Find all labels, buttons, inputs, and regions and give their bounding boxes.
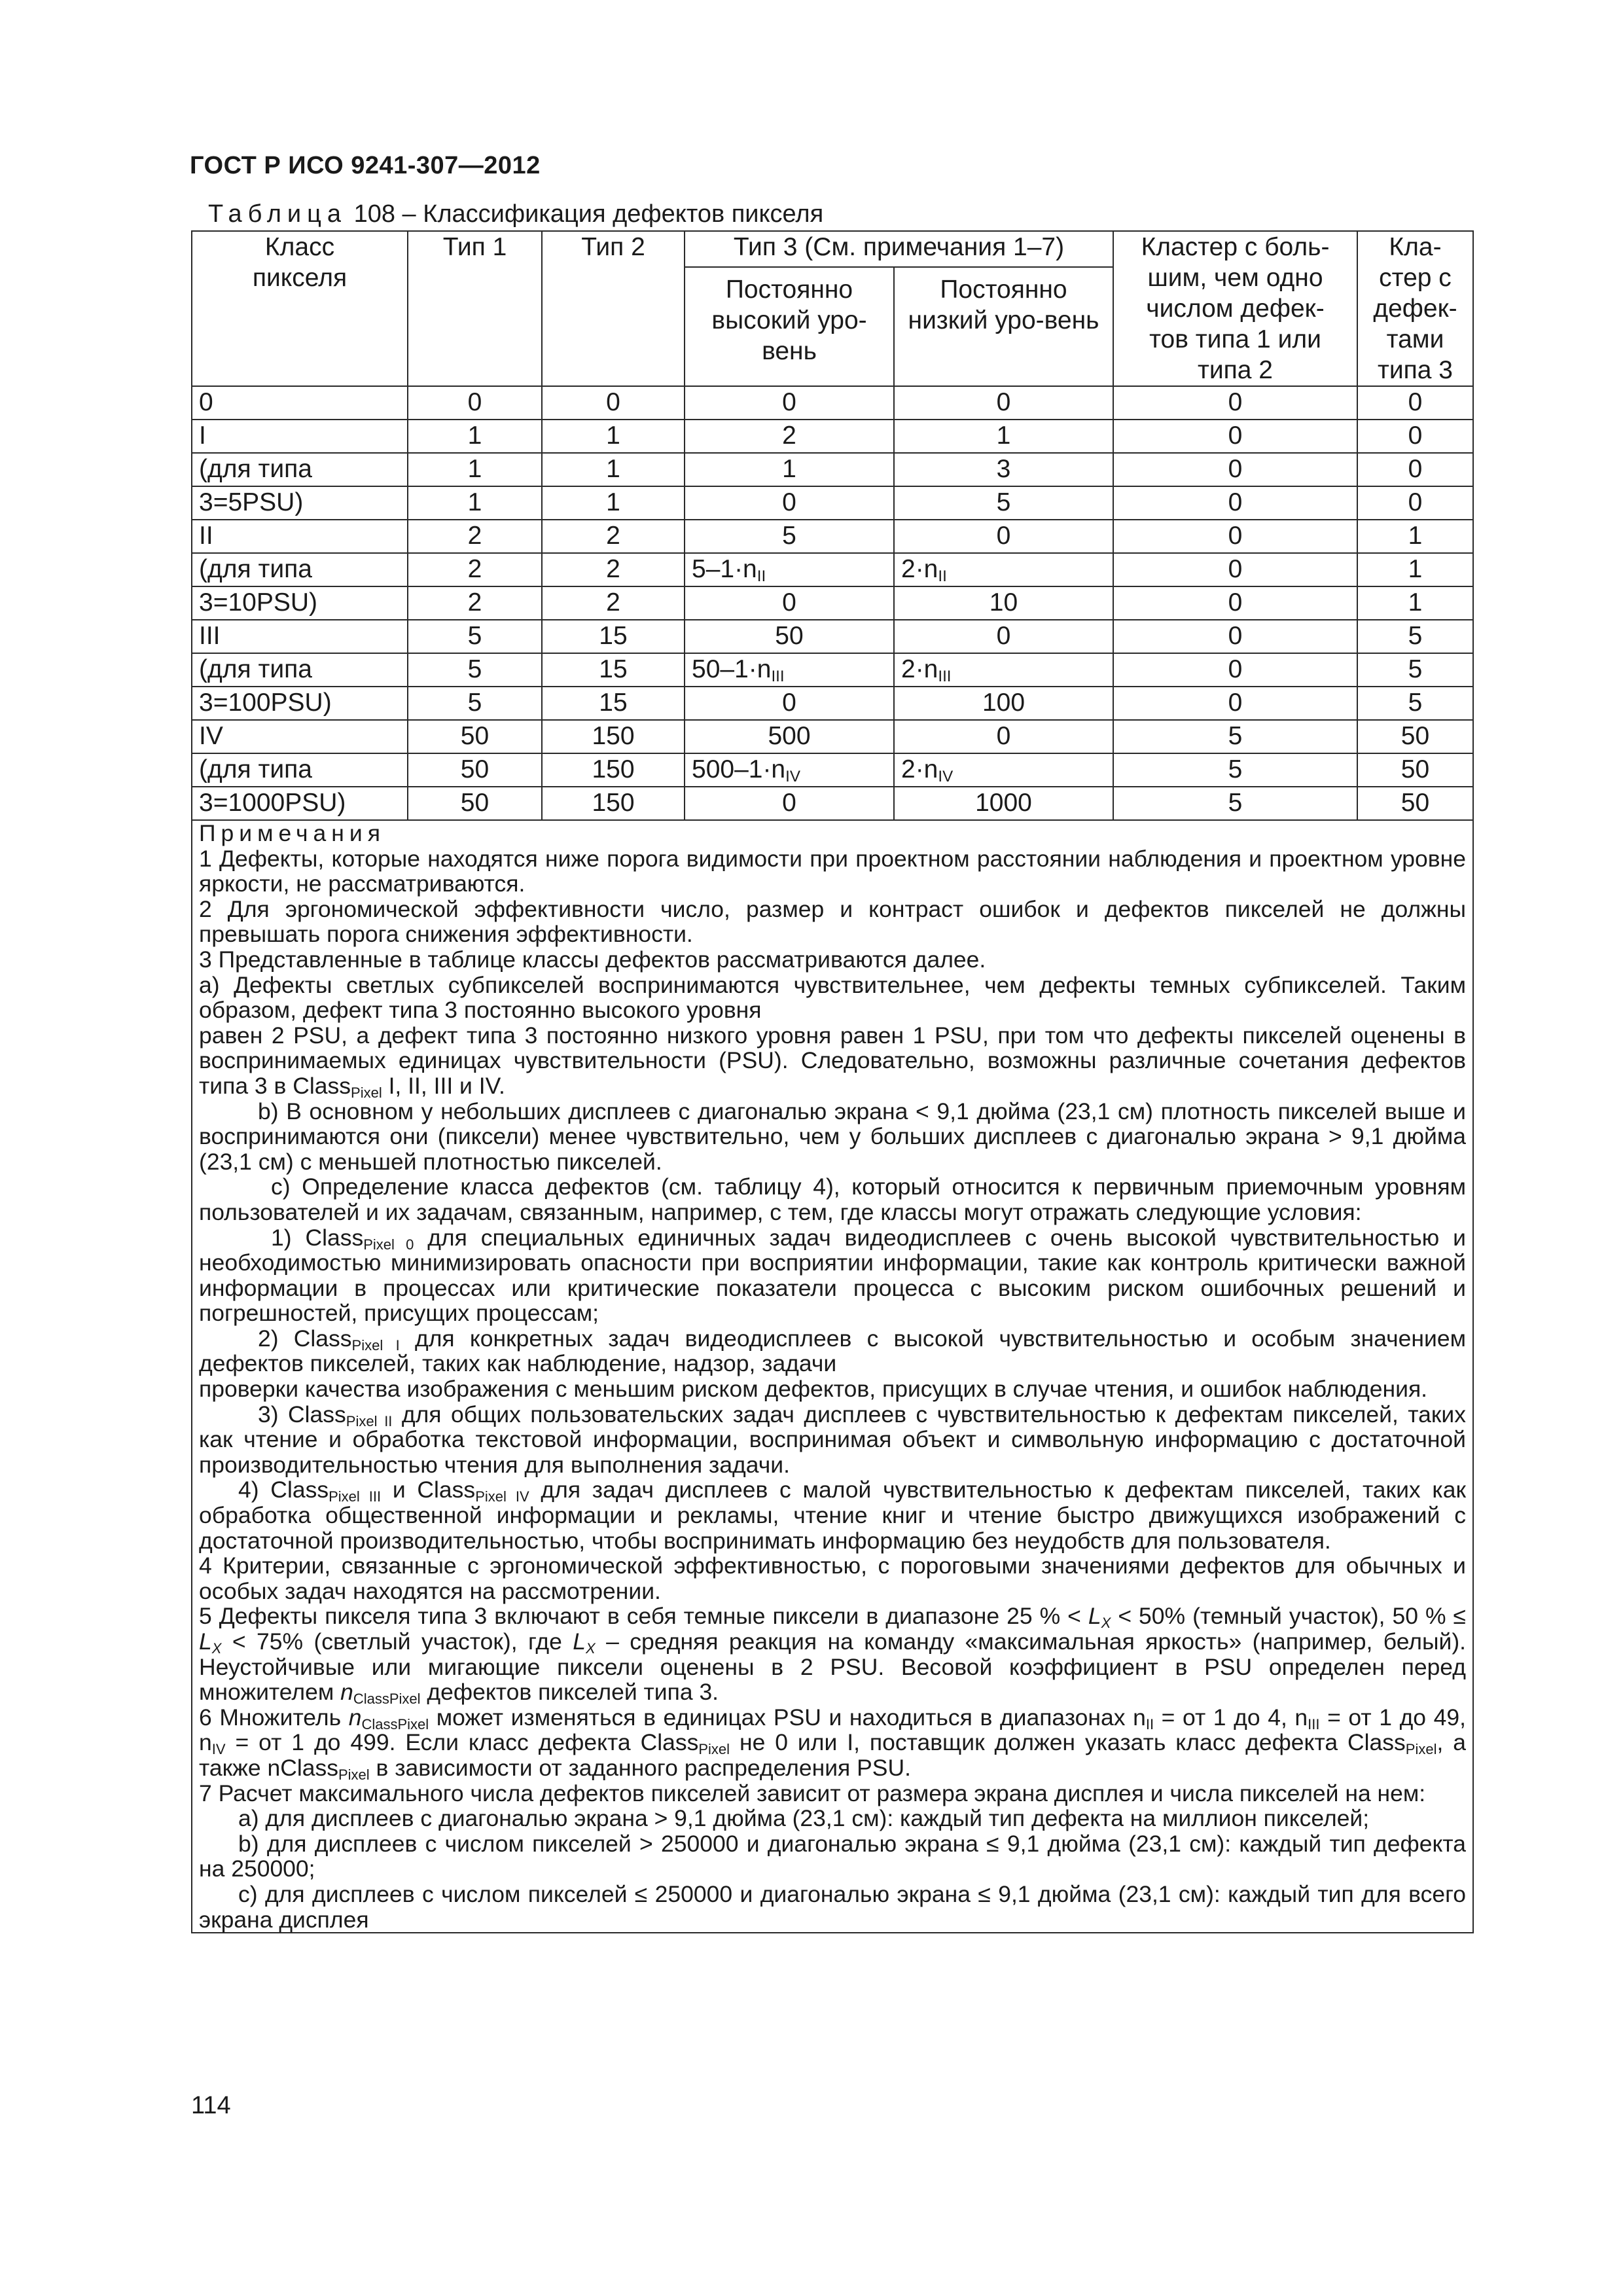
cell-type3-low: 3 bbox=[894, 453, 1113, 486]
table-row bbox=[192, 520, 1473, 553]
table-row bbox=[192, 453, 1473, 486]
note-7b: b) для дисплеев с числом пикселей > 250000 и диагональю экрана ≤ 9,1 дюйма (23,1 см): каждый тип дефекта на 250000; bbox=[199, 1830, 1466, 1882]
table-row bbox=[192, 720, 1473, 753]
table-row bbox=[192, 787, 1473, 820]
cell-type2: 150 bbox=[542, 720, 685, 753]
cell-type3-high: 50 bbox=[685, 620, 894, 653]
cell-type3-high: 0 bbox=[685, 386, 894, 420]
caption-text: 108 – Классификация дефектов пикселя bbox=[353, 200, 824, 228]
table-body bbox=[192, 386, 1473, 820]
cell-cluster-type12: 0 bbox=[1113, 620, 1357, 653]
cell-type3-low: 10 bbox=[894, 586, 1113, 620]
note-7a: а) для дисплеев с диагональю экрана > 9,1 дюйма (23,1 см): каждый тип дефекта на миллион пикселей; bbox=[238, 1805, 1370, 1832]
note-3c-2-cont: проверки качества изображения с меньшим риском дефектов, присущих в случае чтения, и ошибок наблюдения. bbox=[199, 1376, 1428, 1403]
note-3c-2: 2) Class$_{Pixel I}$ для конкретных задач видеодисплеев с высокой чувствительностью и особым значением дефектов пикселей, таких как наблюдение, надзор, задачи bbox=[199, 1325, 1466, 1377]
cell-type3-high: $5-1\cdot n_{II}$ bbox=[685, 553, 894, 586]
cell-type3-high: 0 bbox=[685, 687, 894, 720]
cell-pixel-class: II bbox=[192, 520, 408, 553]
table-row bbox=[192, 586, 1473, 620]
cell-type2: 1 bbox=[542, 453, 685, 486]
cell-type1: 5 bbox=[408, 653, 542, 687]
table-row bbox=[192, 553, 1473, 586]
cell-cluster-type12: 0 bbox=[1113, 520, 1357, 553]
cell-type1: 2 bbox=[408, 586, 542, 620]
header-cluster-type12: Кластер с боль-шим, чем одно числом дефек-тов типа 1 или типа 2 bbox=[1113, 231, 1357, 386]
cell-pixel-class: (для типа bbox=[192, 653, 408, 687]
cell-pixel-class: 0 bbox=[192, 386, 408, 420]
cell-cluster-type12: 0 bbox=[1113, 553, 1357, 586]
cell-type3-high: $500-1\cdot n_{IV}$ bbox=[685, 753, 894, 787]
cell-type3-low: 0 bbox=[894, 720, 1113, 753]
header-type3-high: Постоянно высокий уро-вень bbox=[685, 267, 894, 386]
cell-type3-high: 5 bbox=[685, 520, 894, 553]
cell-cluster-type3: 0 bbox=[1357, 453, 1473, 486]
cell-type3-low: 5 bbox=[894, 486, 1113, 520]
cell-type3-high: 0 bbox=[685, 486, 894, 520]
cell-type1: 0 bbox=[408, 386, 542, 420]
note-3b: b) В основном у небольших дисплеев с диагональю экрана < 9,1 дюйма (23,1 см) плотность пикселей выше и воспринимаются они (пиксели) менее чувствительно, чем у больших дисплеев с диагональю экрана > 9,1 дюйма (23,1 см) с меньшей плотностью пикселей. bbox=[199, 1098, 1466, 1175]
cell-type3-low: 1 bbox=[894, 420, 1113, 453]
cell-cluster-type12: 0 bbox=[1113, 386, 1357, 420]
note-3c-1: 1) Class$_{Pixel 0}$ для специальных единичных задач видеодисплеев с очень высокой чувствительностью и необходимостью минимизировать опасности при восприятии информации, такие как контроль критически важной информации в процессах или критические показатели процесса с высоким риском ошибочных решений и погрешностей, присущих процессам; bbox=[199, 1224, 1466, 1327]
cell-type2: 15 bbox=[542, 653, 685, 687]
cell-pixel-class: III bbox=[192, 620, 408, 653]
cell-type2: 1 bbox=[542, 486, 685, 520]
cell-type2: 2 bbox=[542, 586, 685, 620]
header-type3: Тип 3 (См. примечания 1–7) bbox=[685, 231, 1113, 267]
cell-type3-low: 1000 bbox=[894, 787, 1113, 820]
cell-cluster-type12: 5 bbox=[1113, 753, 1357, 787]
table-row bbox=[192, 620, 1473, 653]
cell-pixel-class: (для типа bbox=[192, 553, 408, 586]
cell-cluster-type3: 50 bbox=[1357, 787, 1473, 820]
table-row bbox=[192, 653, 1473, 687]
cell-pixel-class: 3=5PSU) bbox=[192, 486, 408, 520]
table-row bbox=[192, 386, 1473, 420]
cell-type1: 5 bbox=[408, 620, 542, 653]
header-type2: Тип 2 bbox=[542, 231, 685, 386]
header-type1: Тип 1 bbox=[408, 231, 542, 386]
cell-type3-high: $50-1\cdot n_{III}$ bbox=[685, 653, 894, 687]
cell-type2: 15 bbox=[542, 687, 685, 720]
note-7: 7 Расчет максимального числа дефектов пикселей зависит от размера экрана дисплея и числа пикселей на нем: bbox=[199, 1780, 1426, 1806]
cell-type3-high: 0 bbox=[685, 586, 894, 620]
cell-cluster-type12: 0 bbox=[1113, 653, 1357, 687]
cell-type3-low: $2\cdot n_{IV}$ bbox=[894, 753, 1113, 787]
cell-pixel-class: 3=10PSU) bbox=[192, 586, 408, 620]
defects-table bbox=[191, 230, 1474, 1933]
table-row bbox=[192, 486, 1473, 520]
caption-prefix: Таблица bbox=[208, 200, 347, 228]
cell-type1: 1 bbox=[408, 453, 542, 486]
cell-cluster-type12: 0 bbox=[1113, 453, 1357, 486]
table-row bbox=[192, 753, 1473, 787]
cell-type1: 50 bbox=[408, 753, 542, 787]
note-3c: c) Определение класса дефектов (см. таблицу 4), который относится к первичным приемочным уровням пользователей и их задачам, связанным, например, с тем, где классы могут отражать следующие условия: bbox=[199, 1174, 1466, 1225]
note-1: 1 Дефекты, которые находятся ниже порога видимости при проектном расстоянии наблюдения и проектном уровне яркости, не рассматриваются. bbox=[199, 845, 1466, 897]
table-row bbox=[192, 420, 1473, 453]
header-cluster-type3: Кла-стер с дефек-тами типа 3 bbox=[1357, 231, 1473, 386]
cell-cluster-type3: 5 bbox=[1357, 687, 1473, 720]
header-pixel-class: Класс пикселя bbox=[192, 231, 408, 386]
cell-cluster-type3: 1 bbox=[1357, 520, 1473, 553]
table-row bbox=[192, 687, 1473, 720]
cell-cluster-type3: 1 bbox=[1357, 586, 1473, 620]
note-6: 6 Множитель $n_{ClassPixel}$ может изменяться в единицах PSU и находиться в диапазонах $n_{II}$ = от 1 до 4, $n_{III}$ = от 1 до 49, $n_{IV}$ = от 1 до 499. Если класс дефекта Class$_{Pixel}$ не 0 или I, поставщик должен указать класс дефекта Class$_{Pixel}$, а также nClass$_{Pixel}$ в зависимости от заданного распределения PSU. bbox=[199, 1704, 1466, 1783]
cell-cluster-type3: 1 bbox=[1357, 553, 1473, 586]
note-3a-part2: равен 2 PSU, а дефект типа 3 постоянно низкого уровня равен 1 PSU, при том что дефекты пикселей оценены в воспринимаемых единицах чувствительности (PSU). Следовательно, возможны различные сочетания дефектов типа 3 в Class$_{Pixel}$ I, II, III и IV. bbox=[199, 1022, 1466, 1101]
note-3: 3 Представленные в таблице классы дефектов рассматриваются далее. bbox=[199, 946, 986, 973]
notes-title: Примечания bbox=[199, 820, 385, 846]
cell-cluster-type3: 0 bbox=[1357, 386, 1473, 420]
cell-type1: 50 bbox=[408, 720, 542, 753]
cell-type2: 0 bbox=[542, 386, 685, 420]
cell-type2: 2 bbox=[542, 553, 685, 586]
cell-type2: 2 bbox=[542, 520, 685, 553]
cell-type3-low: $2\cdot n_{III}$ bbox=[894, 653, 1113, 687]
cell-cluster-type3: 50 bbox=[1357, 720, 1473, 753]
cell-type1: 5 bbox=[408, 687, 542, 720]
note-2: 2 Для эргономической эффективности число, размер и контраст ошибок и дефектов пикселей не должны превышать порога снижения эффективности. bbox=[199, 895, 1466, 948]
cell-type3-low: $2\cdot n_{II}$ bbox=[894, 553, 1113, 586]
cell-pixel-class: (для типа bbox=[192, 753, 408, 787]
table-caption bbox=[208, 200, 823, 228]
cell-cluster-type3: 50 bbox=[1357, 753, 1473, 787]
cell-cluster-type3: 5 bbox=[1357, 620, 1473, 653]
cell-cluster-type12: 0 bbox=[1113, 586, 1357, 620]
cell-pixel-class: 3=1000PSU) bbox=[192, 787, 408, 820]
cell-cluster-type3: 5 bbox=[1357, 653, 1473, 687]
note-3c-4: 4) Class$_{Pixel III}$ и Class$_{Pixel IV}$ для задач дисплеев с малой чувствительностью к дефектам пикселей, таких как обработка общественной информации и рекламы, чтение книг и чтение быстро движущихся изображений с достаточной производительностью, чтобы воспринимать информацию без неудобств для пользователя. bbox=[199, 1477, 1466, 1554]
cell-type2: 1 bbox=[542, 420, 685, 453]
notes-section bbox=[192, 820, 1473, 1933]
cell-cluster-type12: 5 bbox=[1113, 787, 1357, 820]
cell-cluster-type12: 0 bbox=[1113, 420, 1357, 453]
note-4: 4 Критерии, связанные с эргономической эффективностью, с пороговыми значениями дефектов для обычных и особых задач находятся на рассмотрении. bbox=[199, 1552, 1466, 1604]
cell-type1: 1 bbox=[408, 486, 542, 520]
cell-pixel-class: (для типа bbox=[192, 453, 408, 486]
cell-type3-high: 0 bbox=[685, 787, 894, 820]
cell-type3-high: 1 bbox=[685, 453, 894, 486]
note-5: 5 Дефекты пикселя типа 3 включают в себя темные пиксели в диапазоне 25 % < $L_X < 50\%$ (темный участок), 50 % ≤ $L_X < 75\%$ (светлый участок), где $L_X$ – средняя реакция на команду «максимальная яркость» (например, белый). Неустойчивые или мигающие пиксели оценены в 2 PSU. Весовой коэффициент в PSU определен перед множителем $n_{ClassPixel}$ дефектов пикселей типа 3. bbox=[199, 1603, 1467, 1708]
note-7c: c) для дисплеев с числом пикселей ≤ 250000 и диагональю экрана ≤ 9,1 дюйма (23,1 см): каждый тип для всего экрана дисплея bbox=[199, 1880, 1466, 1933]
cell-type2: 150 bbox=[542, 753, 685, 787]
cell-type1: 2 bbox=[408, 520, 542, 553]
cell-type3-high: 500 bbox=[685, 720, 894, 753]
cell-cluster-type12: 0 bbox=[1113, 687, 1357, 720]
cell-cluster-type3: 0 bbox=[1357, 420, 1473, 453]
cell-cluster-type3: 0 bbox=[1357, 486, 1473, 520]
header-type3-low: Постоянно низкий уро-вень bbox=[894, 267, 1113, 386]
cell-type1: 2 bbox=[408, 553, 542, 586]
cell-type3-low: 100 bbox=[894, 687, 1113, 720]
cell-type3-low: 0 bbox=[894, 520, 1113, 553]
cell-type2: 15 bbox=[542, 620, 685, 653]
cell-type3-high: 2 bbox=[685, 420, 894, 453]
cell-type1: 50 bbox=[408, 787, 542, 820]
cell-cluster-type12: 5 bbox=[1113, 720, 1357, 753]
note-3a-part1: а) Дефекты светлых субпикселей воспринимаются чувствительнее, чем дефекты темных субпикселей. Таким образом, дефект типа 3 постоянно высокого уровня bbox=[199, 971, 1466, 1024]
page-number: 114 bbox=[191, 2092, 231, 2119]
note-3c-3: 3) Class$_{Pixel II}$ для общих пользовательских задач дисплеев с чувствительностью к дефектам пикселей, таких как чтение и обработка текстовой информации, воспринимая объект и символьную информацию с достаточной производительностью чтения для выполнения задачи. bbox=[199, 1401, 1466, 1478]
cell-pixel-class: I bbox=[192, 420, 408, 453]
cell-pixel-class: IV bbox=[192, 720, 408, 753]
cell-type3-low: 0 bbox=[894, 386, 1113, 420]
cell-pixel-class: 3=100PSU) bbox=[192, 687, 408, 720]
cell-cluster-type12: 0 bbox=[1113, 486, 1357, 520]
cell-type2: 150 bbox=[542, 787, 685, 820]
cell-type1: 1 bbox=[408, 420, 542, 453]
document-header: ГОСТ Р ИСО 9241-307—2012 bbox=[190, 152, 541, 179]
cell-type3-low: 0 bbox=[894, 620, 1113, 653]
